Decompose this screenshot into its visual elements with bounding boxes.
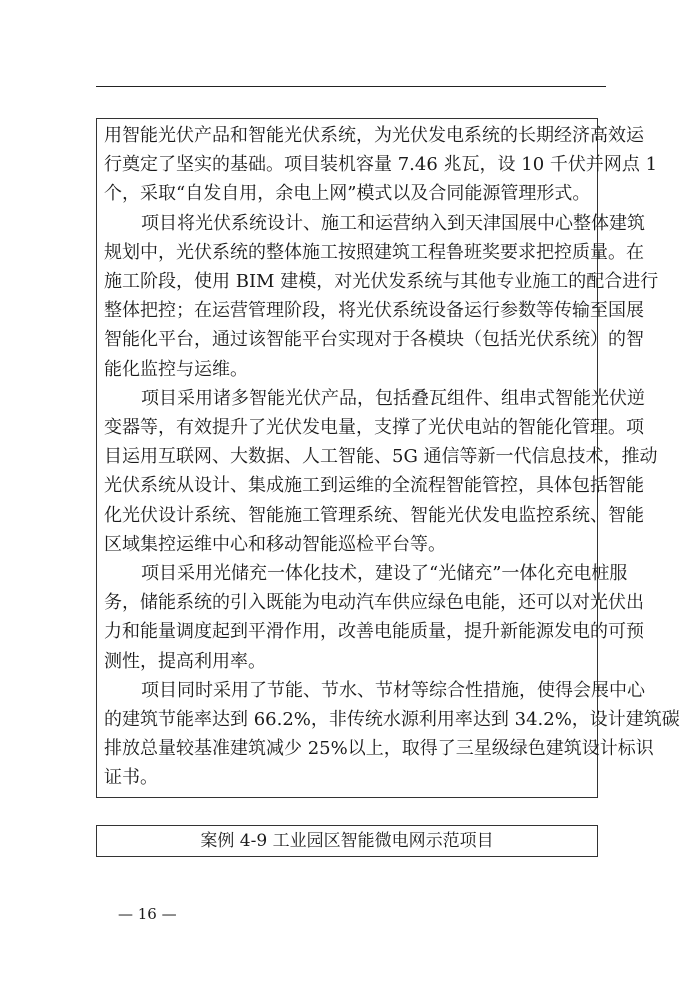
header-rule xyxy=(96,86,606,87)
text-line-10: 项目采用诸多智能光伏产品，包括叠瓦组件、组串式智能光伏逆 xyxy=(141,387,645,409)
case-content-box xyxy=(96,118,680,798)
text-line-11: 变器等，有效提升了光伏发电量，支撑了光伏电站的智能化管理。项 xyxy=(104,417,644,438)
case-title-box: 案例 4-9 工业园区智能微电网示范项目 xyxy=(96,825,598,857)
text-line-2: 行奠定了坚实的基础。项目装机容量 7.46 兆瓦，设 10 千伏并网点 1 xyxy=(104,154,658,176)
text-line-14: 化光伏设计系统、智能施工管理系统、智能光伏发电监控系统、智能 xyxy=(104,504,644,526)
text-line-6: 施工阶段，使用 BIM 建模，对光伏发系统与其他专业施工的配合进行 xyxy=(104,271,659,292)
text-line-22: 排放总量较基准建筑减少 25%以上，取得了三星级绿色建筑设计标识 xyxy=(104,738,654,760)
text-line-12: 目运用互联网、大数据、人工智能、5G 通信等新一代信息技术，推动 xyxy=(104,446,658,468)
text-line-18: 力和能量调度起到平滑作用，改善电能质量，提升新能源发电的可预 xyxy=(104,621,644,643)
text-line-17: 务，储能系统的引入既能为电动汽车供应绿色电能，还可以对光伏出 xyxy=(104,592,644,614)
page-number: — 16 — xyxy=(118,905,177,923)
text-line-20: 项目同时采用了节能、节水、节材等综合性措施，使得会展中心 xyxy=(141,679,645,701)
text-line-7: 整体把控；在运营管理阶段，将光伏系统设备运行参数等传输至国展 xyxy=(104,300,644,322)
text-line-8: 智能化平台，通过该智能平台实现对于各模块（包括光伏系统）的智 xyxy=(104,329,644,351)
text-line-13: 光伏系统从设计、集成施工到运维的全流程智能管控，具体包括智能 xyxy=(104,475,644,497)
text-line-21: 的建筑节能率达到 66.2%，非传统水源利用率达到 34.2%，设计建筑碳 xyxy=(104,709,680,730)
text-line-5: 规划中，光伏系统的整体施工按照建筑工程鲁班奖要求把控质量。在 xyxy=(104,241,644,263)
text-line-19: 测性，提高利用率。 xyxy=(104,650,266,672)
text-line-16: 项目采用光储充一体化技术，建设了“光储充”一体化充电桩服 xyxy=(141,563,628,584)
text-line-1: 用智能光伏产品和智能光伏系统，为光伏发电系统的长期经济高效运 xyxy=(104,125,644,146)
text-line-3: 个，采取“自发自用，余电上网”模式以及合同能源管理形式。 xyxy=(104,183,591,205)
text-line-15: 区域集控运维中心和移动智能巡检平台等。 xyxy=(104,533,446,555)
text-line-9: 能化监控与运维。 xyxy=(104,358,248,380)
text-line-4: 项目将光伏系统设计、施工和运营纳入到天津国展中心整体建筑 xyxy=(141,212,645,234)
text-line-23: 证书。 xyxy=(104,767,158,789)
